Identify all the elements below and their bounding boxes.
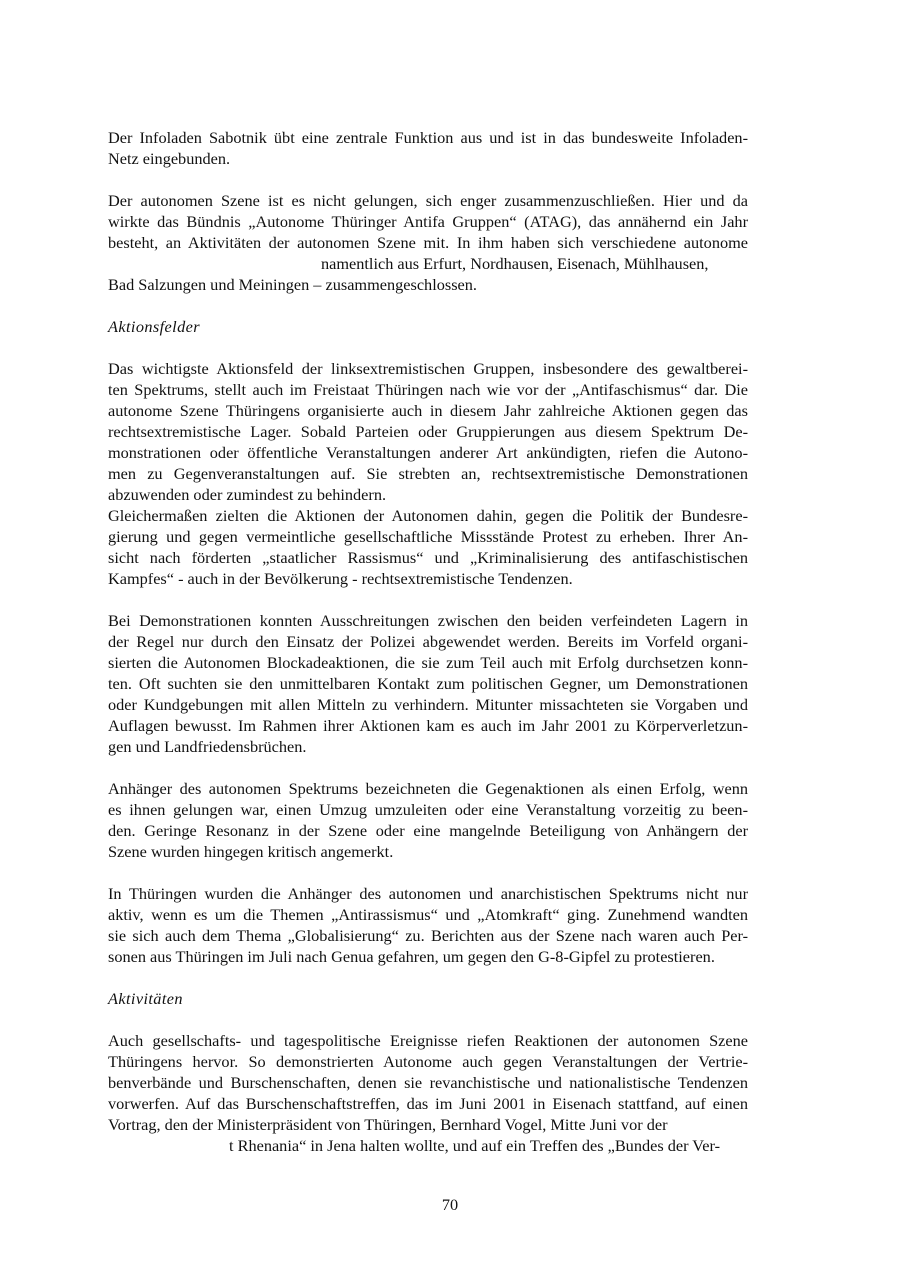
- text-line: abzuwenden oder zumindest zu behindern.: [108, 485, 387, 504]
- text-line: vorwerfen. Auf das Burschenschaftstreffen, das im Juni 2001 in Eisenach stattfand, auf einen: [108, 1094, 748, 1113]
- text-line: monstrationen oder öffentliche Veranstaltungen anderer Art ankündigten, riefen die Autono-: [108, 443, 748, 462]
- text-line: Netz eingebunden.: [108, 149, 231, 168]
- paragraph-demonstrationen: [108, 610, 748, 757]
- text-line: Thüringens hervor. So demonstrierten Autonome auch gegen Veranstaltungen der Vertrie-: [108, 1052, 748, 1071]
- paragraph-antifaschismus: [108, 358, 748, 505]
- section-heading-aktivitaeten: Aktivitäten: [108, 989, 183, 1008]
- text-line: ten Spektrums, stellt auch im Freistaat Thüringen nach wie vor der „Antifaschismus“ dar. Die: [108, 380, 748, 399]
- paragraph-globalisierung: [108, 883, 748, 967]
- text-line: gen und Landfriedensbrüchen.: [108, 737, 307, 756]
- text-line: benverbände und Burschenschaften, denen sie revanchistische und nationalistische Tendenzen: [108, 1073, 748, 1092]
- text-line: sierten die Autonomen Blockadeaktionen, die sie zum Teil auch mit Erfolg durchsetzen konn-: [108, 653, 748, 672]
- text-line: Auch gesellschafts- und tagespolitische Ereignisse riefen Reaktionen der autonomen Szene: [108, 1031, 748, 1050]
- text-line: Kampfes“ - auch in der Bevölkerung - rechtsextremistische Tendenzen.: [108, 569, 573, 588]
- paragraph-ereignisse: [108, 1030, 748, 1156]
- text-line: men zu Gegenveranstaltungen auf. Sie strebten an, rechtsextremistische Demonstrationen: [108, 464, 748, 483]
- text-line: Gleichermaßen zielten die Aktionen der Autonomen dahin, gegen die Politik der Bundesre-: [108, 506, 748, 525]
- text-line: Das wichtigste Aktionsfeld der linksextremistischen Gruppen, insbesondere des gewaltberei-: [108, 359, 748, 378]
- text-line: Auflagen bewusst. Im Rahmen ihrer Aktionen kam es auch im Jahr 2001 zu Körperverletzun-: [108, 716, 748, 735]
- paragraph-infoladen: [108, 127, 748, 169]
- section-heading-aktionsfelder: Aktionsfelder: [108, 317, 201, 336]
- text-line: gierung und gegen vermeintliche gesellschaftliche Missstände Protest zu erheben. Ihrer An-: [108, 527, 748, 546]
- text-line: namentlich aus Erfurt, Nordhausen, Eisenach, Mühlhausen,: [321, 254, 709, 273]
- text-line: ten. Oft suchten sie den unmittelbaren Kontakt zum politischen Gegner, um Demonstrationen: [108, 674, 748, 693]
- text-line: rechtsextremistische Lager. Sobald Parteien oder Gruppierungen aus diesem Spektrum De-: [108, 422, 748, 441]
- text-line: Der autonomen Szene ist es nicht gelungen, sich enger zusammenzuschließen. Hier und da: [108, 191, 748, 210]
- text-line: Anhänger des autonomen Spektrums bezeichneten die Gegenaktionen als einen Erfolg, wenn: [108, 779, 748, 798]
- text-line: Bei Demonstrationen konnten Ausschreitungen zwischen den beiden verfeindeten Lagern in: [108, 611, 748, 630]
- text-line: der Regel nur durch den Einsatz der Polizei abgewendet werden. Bereits im Vorfeld organi-: [108, 632, 748, 651]
- text-line: den. Geringe Resonanz in der Szene oder eine mangelnde Beteiligung von Anhängern der: [108, 821, 748, 840]
- text-line: wirkte das Bündnis „Autonome Thüringer Antifa Gruppen“ (ATAG), das annähernd ein Jahr: [108, 212, 748, 231]
- text-line: oder Kundgebungen mit allen Mitteln zu verhindern. Mitunter missachteten sie Vorgaben und: [108, 695, 748, 714]
- text-line: Vortrag, den der Ministerpräsident von Thüringen, Bernhard Vogel, Mitte Juni vor der: [108, 1115, 668, 1134]
- text-line: In Thüringen wurden die Anhänger des autonomen und anarchistischen Spektrums nicht nur: [108, 884, 748, 903]
- paragraph-gegenaktionen: [108, 778, 748, 862]
- text-line: sicht nach förderten „staatlicher Rassismus“ und „Kriminalisierung des antifaschistischen: [108, 548, 748, 567]
- text-line: Bad Salzungen und Meiningen – zusammengeschlossen.: [108, 275, 477, 294]
- text-line: es ihnen gelungen war, einen Umzug umzuleiten oder eine Veranstaltung vorzeitig zu been-: [108, 800, 748, 819]
- text-line: t Rhenania“ in Jena halten wollte, und auf ein Treffen des „Bundes der Ver-: [229, 1136, 720, 1155]
- paragraph-atag: [108, 190, 748, 295]
- text-line: Szene wurden hingegen kritisch angemerkt.: [108, 842, 394, 861]
- text-line: autonome Szene Thüringens organisierte auch in diesem Jahr zahlreiche Aktionen gegen das: [108, 401, 748, 420]
- paragraph-bundesregierung: [108, 505, 748, 589]
- text-line: aktiv, wenn es um die Themen „Antirassismus“ und „Atomkraft“ ging. Zunehmend wandten: [108, 905, 748, 924]
- text-line: besteht, an Aktivitäten der autonomen Szene mit. In ihm haben sich verschiedene autonome: [108, 233, 748, 252]
- document-page: [108, 127, 748, 1177]
- page-number: 70: [441, 1195, 459, 1214]
- text-line: sie sich auch dem Thema „Globalisierung“ zu. Berichten aus der Szene nach waren auch Per-: [108, 926, 748, 945]
- text-line: Der Infoladen Sabotnik übt eine zentrale Funktion aus und ist in das bundesweite Infoladen-: [108, 128, 748, 147]
- text-line: sonen aus Thüringen im Juli nach Genua gefahren, um gegen den G-8-Gipfel zu protestieren.: [108, 947, 715, 966]
